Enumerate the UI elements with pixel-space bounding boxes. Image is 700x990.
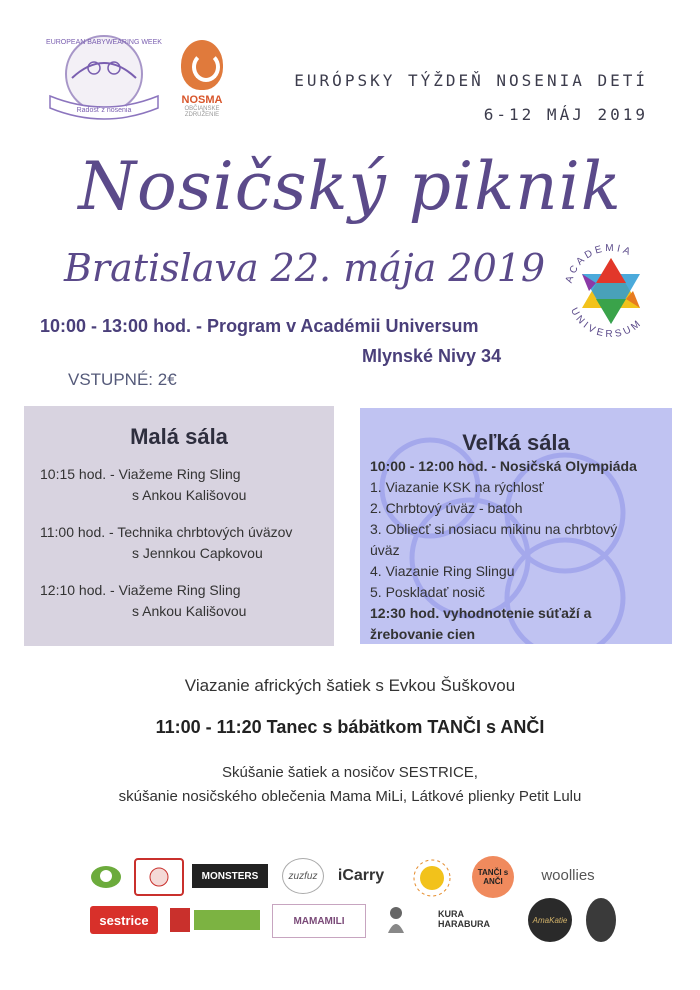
olympiada-time: 10:00 - 12:00 hod. - Nosičská Olympiáda [370, 458, 637, 474]
nosma-logo [172, 40, 232, 140]
sponsor-logo-icarry: iCarry [337, 867, 385, 884]
event-name: EURÓPSKY TÝŽDEŇ NOSENIA DETÍ [294, 71, 648, 90]
program-time: 10:00 - 13:00 hod. - Program v Académii Universum [40, 316, 479, 336]
svg-text:UNIVERSUM: UNIVERSUM [568, 306, 646, 341]
sponsor-logo-zuzfuz: zuzfuz [282, 858, 324, 894]
mala-sala-box [24, 406, 334, 646]
academia-universum-logo [556, 236, 666, 346]
sponsor-logo-monsters: MONSTERS [192, 864, 268, 888]
list-item: 12:10 hod. - Viažeme Ring Sling s Ankou Kališovou [40, 582, 247, 619]
sponsor-logo-amakatie: AmaKatie [528, 898, 572, 942]
svg-text:EUROPEAN BABYWEARING WEEK: EUROPEAN BABYWEARING WEEK [46, 39, 162, 46]
svg-text:ACADEMIA: ACADEMIA [563, 242, 635, 285]
testing-line-1: Skúšanie šatiek a nosičov SESTRICE, [222, 764, 478, 781]
page-subtitle: Bratislava 22. mája 2019 [64, 246, 546, 290]
sponsor-logo-mamamili: MAMAMILI [272, 904, 366, 938]
list-item: 3. Obliecť si nosiacu mikinu na chrbtový [370, 521, 618, 537]
testing-line-2: skúšanie nosičského oblečenia Mama MiLi, Látkové plienky Petit Lulu [118, 788, 582, 805]
sponsor-logo-green [170, 906, 262, 934]
sponsor-logo-tanci: TANČI s ANČI [472, 856, 514, 898]
dance-line: 11:00 - 11:20 Tanec s bábätkom TANČI s ANČI [155, 717, 545, 737]
list-item: 10:15 hod. - Viažeme Ring Sling s Ankou Kališovou [40, 466, 247, 503]
velka-sala-box [360, 408, 672, 644]
mala-sala-heading: Malá sála [130, 424, 228, 449]
european-babywearing-week-logo [42, 30, 166, 130]
nosma-mark-icon [181, 40, 223, 90]
sponsor-logo-kura-harabura: KURA HARABURA [438, 909, 490, 929]
list-item: úväz [370, 542, 400, 558]
list-item: 5. Poskladať nosič [370, 584, 485, 600]
sponsor-logo-materske-centrum [404, 854, 460, 898]
entry-fee: VSTUPNÉ: 2€ [68, 370, 177, 389]
african-scarves-line: Viazanie afrických šatiek s Evkou Šuškovou [184, 676, 516, 695]
event-header [294, 64, 648, 132]
sponsor-logo-sestrice: sestrice [90, 906, 158, 934]
velka-sala-heading: Veľká sála [462, 430, 570, 455]
list-item: 11:00 hod. - Technika chrbtových úväzov s Jennkou Capkovou [40, 524, 293, 561]
svg-text:Radosť z nosenia: Radosť z nosenia [76, 107, 132, 114]
closing-line: žrebovanie cien [370, 626, 476, 642]
nosma-name: NOSMA [181, 94, 223, 106]
list-item: 4. Viazanie Ring Slingu [370, 563, 515, 579]
list-item: 1. Viazanie KSK na rýchlosť [370, 479, 544, 495]
sponsor-logo-silhouette [374, 902, 430, 936]
nosma-subtitle: OBČIANSKE ZDRUŽENIE [184, 106, 220, 118]
velka-sala-content [370, 456, 665, 644]
program-address: Mlynské Nivy 34 [362, 346, 502, 366]
closing-line: 12:30 hod. vyhodnotenie súťaží a [370, 605, 592, 621]
list-item: 2. Chrbtový úväz - batoh [370, 500, 523, 516]
page-title: Nosičský piknik [78, 148, 622, 225]
sponsor-logo-woollies: woollies [541, 866, 595, 884]
sponsor-logo-dark [586, 898, 616, 942]
sponsor-logo-mimi [134, 858, 184, 896]
event-dates: 6-12 MÁJ 2019 [483, 105, 648, 124]
sponsor-logo-leaf [88, 858, 124, 892]
